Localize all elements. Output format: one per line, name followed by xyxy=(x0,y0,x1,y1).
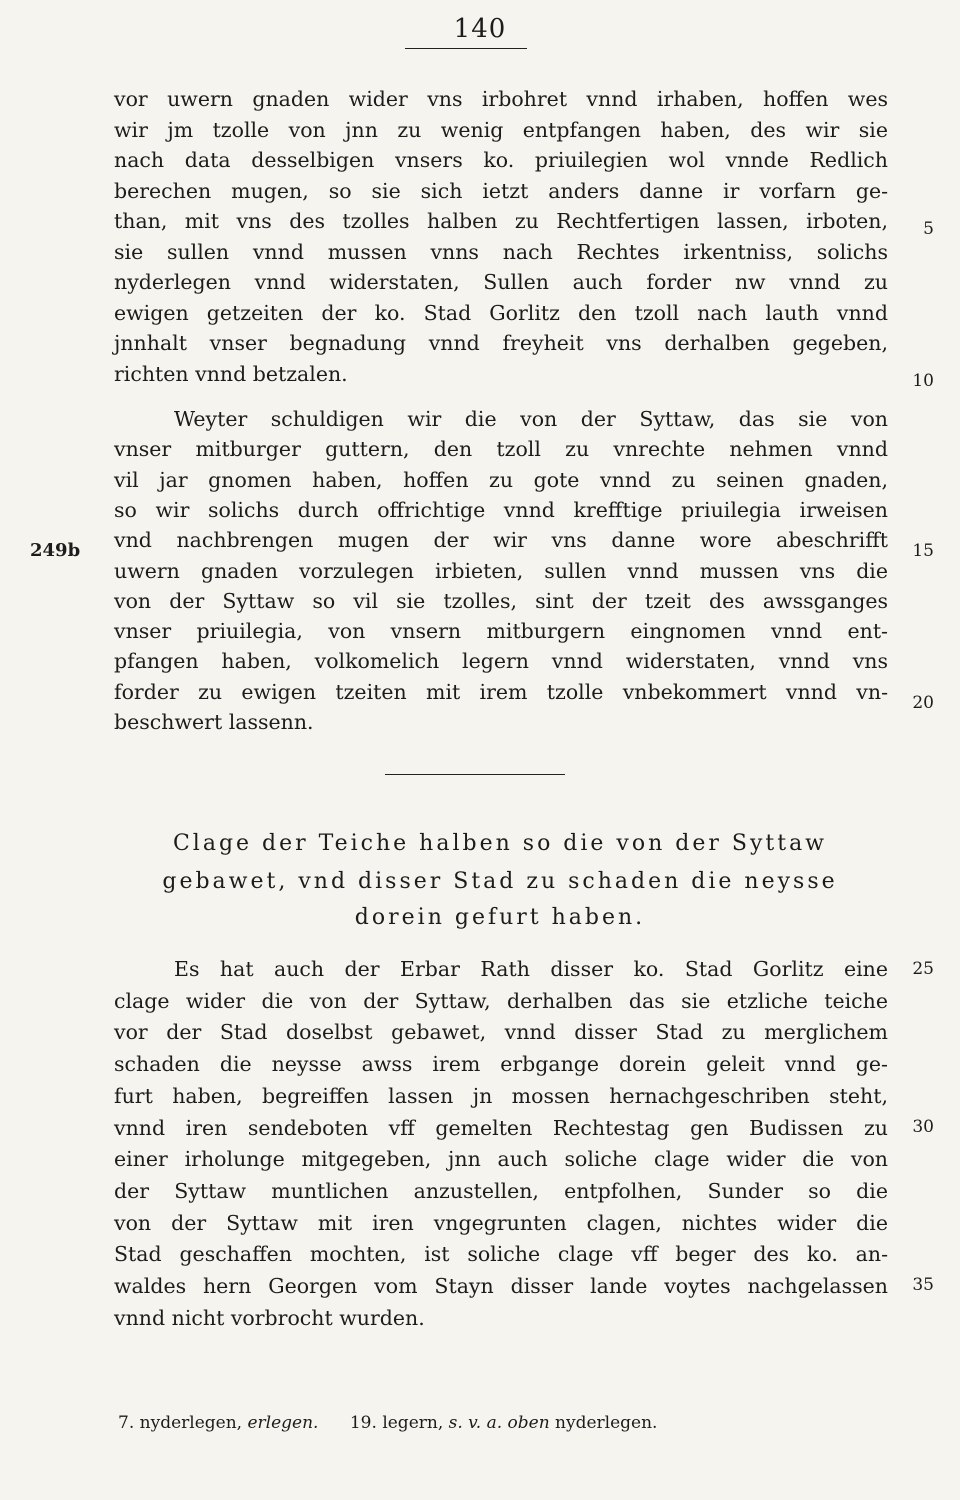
paragraph-2-line: forder zu ewigen tzeiten mit irem tzolle vnbekommert vnnd vn- xyxy=(114,679,888,704)
line-number-20: 20 xyxy=(912,693,934,713)
paragraph-3-line: schaden die neysse awss irem erbgange dorein geleit vnnd ge- xyxy=(114,1052,888,1077)
footnote-2-word: legern, xyxy=(382,1413,444,1433)
page-number-rule xyxy=(405,48,527,49)
paragraph-1-line: sie sullen vnnd mussen vnns nach Rechtes irkentniss, solichs xyxy=(114,239,888,264)
line-number-35: 35 xyxy=(912,1275,934,1295)
paragraph-2-line: uwern gnaden vorzulegen irbieten, sullen vnnd mussen vns die xyxy=(114,558,888,583)
paragraph-1-line: nach data desselbigen vnsers ko. priuilegien wol vnnde Redlich xyxy=(114,148,888,172)
paragraph-1-line: wir jm tzolle von jnn zu wenig entpfangen haben, des wir sie xyxy=(114,117,888,142)
footnote-1-word: nyderlegen, xyxy=(139,1413,243,1433)
paragraph-3-line: waldes hern Georgen vom Stayn disser lande voytes nachgelassen xyxy=(114,1274,888,1298)
paragraph-3-line: Stad geschaffen mochten, ist soliche clage vff beger des ko. an- xyxy=(114,1242,888,1267)
marginal-folio-note: 249b xyxy=(30,540,81,561)
footnote-2-number: 19. xyxy=(349,1413,377,1433)
paragraph-3-line: clage wider die von der Syttaw, derhalben das sie etzliche teiche xyxy=(114,988,888,1013)
paragraph-3-line: vnnd iren sendeboten vff gemelten Rechtestag gen Budissen zu xyxy=(114,1115,888,1140)
paragraph-3-line: einer irholunge mitgegeben, jnn auch soliche clage wider die von xyxy=(114,1147,888,1172)
line-number-25: 25 xyxy=(912,959,934,979)
page-number: 140 xyxy=(453,14,507,44)
line-number-15: 15 xyxy=(912,541,934,561)
paragraph-1-line: ewigen getzeiten der ko. Stad Gorlitz den tzoll nach lauth vnnd xyxy=(114,300,888,325)
footnote-2 xyxy=(350,1413,658,1433)
paragraph-2-line: vnser mitburger guttern, den tzoll zu vnrechte nehmen vnnd xyxy=(114,437,888,462)
paragraph-3-line: furt haben, begreiffen lassen jn mossen hernachgeschriben steht, xyxy=(114,1083,888,1108)
footnote-2-tail: nyderlegen. xyxy=(555,1413,658,1433)
footnote-1-note: erlegen. xyxy=(247,1413,319,1433)
paragraph-3-line: vnnd nicht vorbrocht wurden. xyxy=(114,1305,425,1330)
section-heading-line-1: Clage der Teiche halben so die von der Syttaw xyxy=(172,831,828,856)
paragraph-1-line: richten vnnd betzalen. xyxy=(114,361,348,386)
section-divider xyxy=(385,774,565,775)
paragraph-3-line: der Syttaw muntlichen anzustellen, entpfolhen, Sunder so die xyxy=(114,1178,888,1203)
section-heading-line-2: gebawet, vnd disser Stad zu schaden die neysse xyxy=(162,869,838,894)
paragraph-2-line: vnser priuilegia, von vnsern mitburgern eingnomen vnnd ent- xyxy=(114,619,888,644)
footnotes xyxy=(118,1413,683,1433)
paragraph-2-line: vnd nachbrengen mugen der wir vns danne wore abeschrifft xyxy=(114,528,888,553)
paragraph-3-line: von der Syttaw mit iren vngegrunten clagen, nichtes wider die xyxy=(114,1210,888,1235)
paragraph-2-line: so wir solichs durch offrichtige vnnd krefftige priuilegia irweisen xyxy=(114,497,888,522)
paragraph-3-line: Es hat auch der Erbar Rath disser ko. Stad Gorlitz eine xyxy=(174,957,888,981)
paragraph-2-line: beschwert lassenn. xyxy=(114,710,314,734)
paragraph-1-line: nyderlegen vnnd widerstaten, Sullen auch forder nw vnnd zu xyxy=(114,270,888,294)
line-number-10: 10 xyxy=(912,371,934,391)
line-number-5: 5 xyxy=(923,219,934,239)
paragraph-2-line: Weyter schuldigen wir die von der Syttaw, das sie von xyxy=(174,407,888,431)
paragraph-2-line: von der Syttaw so vil sie tzolles, sint der tzeit des awssganges xyxy=(114,588,888,613)
paragraph-1-line: berechen mugen, so sie sich ietzt anders danne ir vorfarn ge- xyxy=(114,178,888,203)
paragraph-3-line: vor der Stad doselbst gebawet, vnnd disser Stad zu merglichem xyxy=(114,1020,888,1045)
paragraph-2-line: pfangen haben, volkomelich legern vnnd widerstaten, vnnd vns xyxy=(114,649,888,674)
paragraph-1-line: vor uwern gnaden wider vns irbohret vnnd irhaben, hoffen wes xyxy=(114,87,888,111)
section-heading-line-3: dorein gefurt haben. xyxy=(354,905,646,930)
line-number-30: 30 xyxy=(912,1117,934,1137)
footnote-2-note: s. v. a. oben xyxy=(448,1413,550,1433)
paragraph-1-line: than, mit vns des tzolles halben zu Rechtfertigen lassen, irboten, xyxy=(114,209,888,233)
paragraph-1-line: jnnhalt vnser begnadung vnnd freyheit vns derhalben gegeben, xyxy=(114,331,888,355)
footnote-1 xyxy=(118,1413,324,1433)
footnote-1-number: 7. xyxy=(118,1413,135,1433)
paragraph-2-line: vil jar gnomen haben, hoffen zu gote vnnd zu seinen gnaden, xyxy=(114,467,888,492)
